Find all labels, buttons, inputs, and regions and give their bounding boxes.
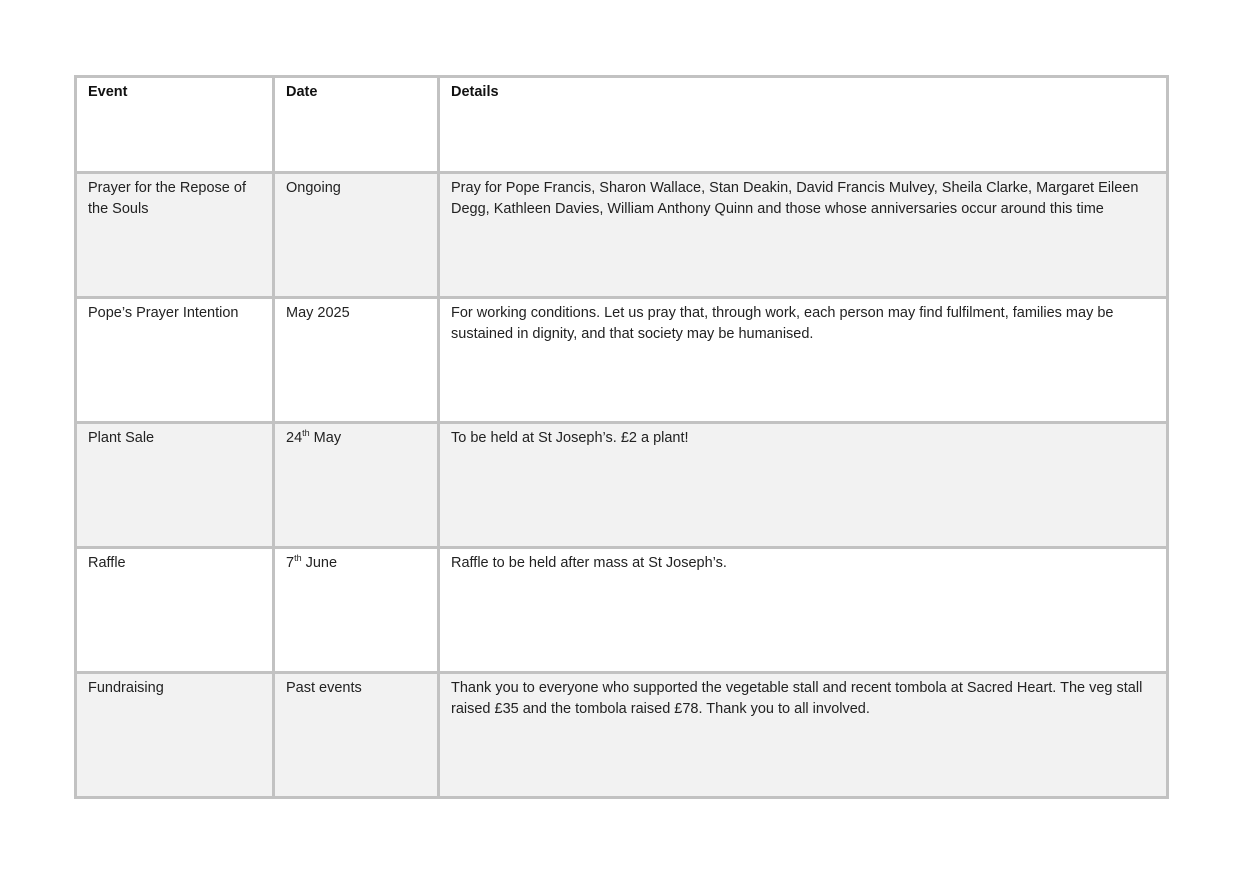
header-details: Details xyxy=(439,77,1168,173)
table-header-row xyxy=(76,77,1168,173)
date-ordinal-suffix: th xyxy=(294,553,302,563)
details-cell: For working conditions. Let us pray that, through work, each person may find fulfilment, families may be sustained in dignity, and that society may be humanised. xyxy=(439,298,1168,423)
table-row xyxy=(76,548,1168,673)
event-cell: Fundraising xyxy=(76,673,274,798)
date-cell xyxy=(274,298,439,423)
date-day: 24 xyxy=(286,430,303,446)
details-cell: Pray for Pope Francis, Sharon Wallace, Stan Deakin, David Francis Mulvey, Sheila Clarke, Margaret Eileen Degg, Kathleen Davies, William Anthony Quinn and those whose anniversaries occur around this time xyxy=(439,173,1168,298)
header-date: Date xyxy=(274,77,439,173)
date-text: Ongoing xyxy=(286,180,341,196)
events-table xyxy=(74,75,1169,799)
table-row xyxy=(76,173,1168,298)
date-text: Past events xyxy=(286,680,362,696)
date-cell xyxy=(274,673,439,798)
date-cell xyxy=(274,173,439,298)
event-cell: Prayer for the Repose of the Souls xyxy=(76,173,274,298)
date-cell xyxy=(274,423,439,548)
header-event: Event xyxy=(76,77,274,173)
date-text: May 2025 xyxy=(286,305,350,321)
date-cell xyxy=(274,548,439,673)
table-row xyxy=(76,298,1168,423)
event-cell: Plant Sale xyxy=(76,423,274,548)
table-row xyxy=(76,673,1168,798)
table-row xyxy=(76,423,1168,548)
details-cell: Raffle to be held after mass at St Joseph’s. xyxy=(439,548,1168,673)
event-cell: Pope’s Prayer Intention xyxy=(76,298,274,423)
date-month: May xyxy=(309,430,342,446)
date-day: 7 xyxy=(286,555,295,571)
date-month: June xyxy=(301,555,338,571)
details-cell: Thank you to everyone who supported the vegetable stall and recent tombola at Sacred Heart. The veg stall raised £35 and the tombola raised £78. Thank you to all involved. xyxy=(439,673,1168,798)
date-ordinal-suffix: th xyxy=(302,428,310,438)
event-cell: Raffle xyxy=(76,548,274,673)
details-cell: To be held at St Joseph’s. £2 a plant! xyxy=(439,423,1168,548)
